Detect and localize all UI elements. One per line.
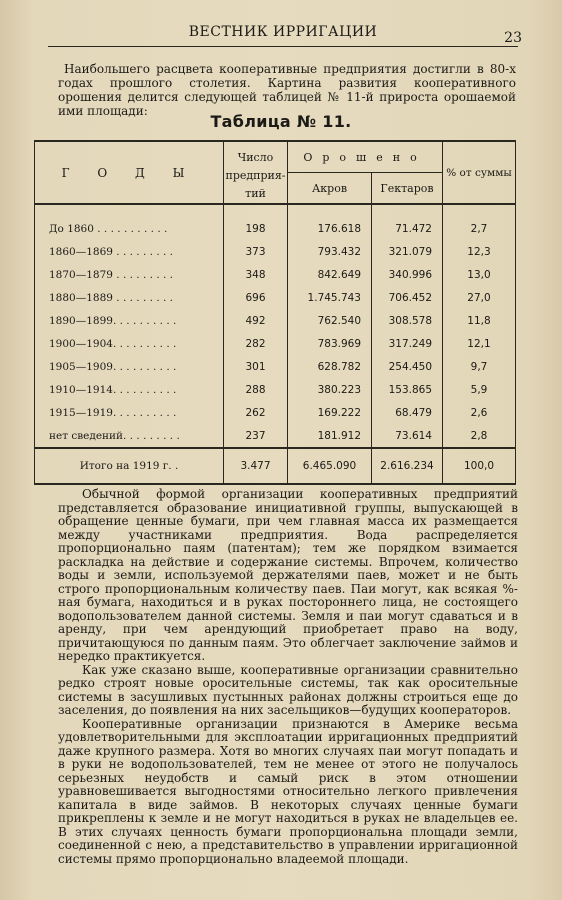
cell-percent: 11,8 <box>443 309 516 332</box>
cell-count: 282 <box>224 332 288 355</box>
cell-count: 696 <box>224 286 288 309</box>
body-paragraph-1: Обычной формой организации кооперативных предприятий представляется образование инициативной группы, выпускающей в обращение ценные бумаги, при чем главная масса их размещается между участниками предприятия. Вода распределяется пропорционально паям (патентам); тем же порядком взимается раскладка на действие и содержание системы. Впрочем, количество воды и земли, используемой держателями паев, может и не быть строго пропорциональным количеству паев. Паи могут, как всякая %-ная бумага, находиться и в руках постороннего лица, не состоящего водопользователем данной системы. Земля и паи могут сдаваться и в аренду, при чем арендующий приобретает право на воду, причитающуюся по данным паям. Это облегчает заключение займов и нередко практикуется. <box>58 487 518 663</box>
table-row <box>35 424 516 448</box>
header-hectares: Гектаров <box>372 173 443 205</box>
body-paragraph-3: Кооперативные организации признаются в Америке весьма удовлетворительными для эксплоатации ирригационных предприятий даже крупного размера. Хотя во многих случаях паи могут попадать и в руки не водопользователей, тем не менее от этого не получалось серьезных неудобств и самый риск в этом отношении уравновешивается выгодностями относительно легкого привлечения капитала в виде займов. В некоторых случаях ценные бумаги прикреплены к земле и не могут находиться в руках не владельцев ее. В этих случаях ценность бумаги пропорциональна площади земли, соединенной с нею, а представительство в управлении ирригационной системы прямо пропорционально владеемой площади. <box>58 716 518 866</box>
table-row <box>35 401 516 424</box>
cell-acres: 380.223 <box>288 378 372 401</box>
cell-period: 1860—1869 . . . . . . . . . <box>49 245 174 258</box>
header-count: Число предприя- тий <box>224 141 288 204</box>
cell-percent: 9,7 <box>443 355 516 378</box>
cell-acres: 181.912 <box>288 424 372 448</box>
cell-acres: 793.432 <box>288 240 372 263</box>
cell-hectares: 321.079 <box>372 240 443 263</box>
table-title: Таблица № 11. <box>210 112 352 131</box>
cell-hectares: 73.614 <box>372 424 443 448</box>
cell-hectares: 340.996 <box>372 263 443 286</box>
cell-count: 198 <box>224 204 288 240</box>
cell-acres: 762.540 <box>288 309 372 332</box>
total-acres: 6.465.090 <box>288 448 372 484</box>
cell-period: нет сведений. . . . . . . . . <box>49 429 180 442</box>
cell-hectares: 68.479 <box>372 401 443 424</box>
cell-period: 1910—1914. . . . . . . . . . <box>49 383 177 396</box>
cell-count: 373 <box>224 240 288 263</box>
total-count: 3.477 <box>224 448 288 484</box>
cell-count: 262 <box>224 401 288 424</box>
cell-hectares: 254.450 <box>372 355 443 378</box>
table-row <box>35 286 516 309</box>
cell-period: 1900—1904. . . . . . . . . . <box>49 337 177 350</box>
header-irrigated: Орошено <box>288 141 443 173</box>
total-label: Итого на 1919 г. . <box>35 448 224 484</box>
cell-hectares: 71.472 <box>372 204 443 240</box>
page-header <box>48 22 522 47</box>
table-row <box>35 204 516 240</box>
header-percent: % от суммы <box>443 141 516 204</box>
total-percent: 100,0 <box>443 448 516 484</box>
cell-acres: 176.618 <box>288 204 372 240</box>
cell-percent: 5,9 <box>443 378 516 401</box>
table-row <box>35 263 516 286</box>
cell-count: 237 <box>224 424 288 448</box>
cell-percent: 2,7 <box>443 204 516 240</box>
cell-period: 1870—1879 . . . . . . . . . <box>49 268 174 281</box>
total-hectares: 2.616.234 <box>372 448 443 484</box>
cell-period: 1880—1889 . . . . . . . . . <box>49 291 174 304</box>
table-row <box>35 332 516 355</box>
header-acres: Акров <box>288 173 372 205</box>
table-row <box>35 355 516 378</box>
cell-period: 1905—1909. . . . . . . . . . <box>49 360 177 373</box>
intro-paragraph: Наибольшего расцвета кооперативные предприятия достигли в 80-х годах прошлого столетия. Картина развития кооперативного орошения делится следующей таблицей № 11-й прироста орошаемой ими площади: <box>58 62 516 118</box>
cell-period: 1915—1919. . . . . . . . . . <box>49 406 177 419</box>
table-total-row <box>35 448 516 484</box>
cell-hectares: 153.865 <box>372 378 443 401</box>
irrigation-growth-table <box>34 140 516 485</box>
cell-count: 348 <box>224 263 288 286</box>
cell-percent: 12,1 <box>443 332 516 355</box>
cell-percent: 2,6 <box>443 401 516 424</box>
cell-count: 301 <box>224 355 288 378</box>
table-row <box>35 309 516 332</box>
cell-hectares: 317.249 <box>372 332 443 355</box>
table-row <box>35 378 516 401</box>
cell-percent: 12,3 <box>443 240 516 263</box>
header-years: Г О Д Ы <box>35 141 224 204</box>
cell-acres: 628.782 <box>288 355 372 378</box>
cell-period: До 1860 . . . . . . . . . . . <box>49 222 168 235</box>
cell-percent: 2,8 <box>443 424 516 448</box>
cell-acres: 169.222 <box>288 401 372 424</box>
cell-count: 288 <box>224 378 288 401</box>
body-text <box>58 488 518 866</box>
table-body <box>35 204 516 484</box>
cell-hectares: 706.452 <box>372 286 443 309</box>
cell-count: 492 <box>224 309 288 332</box>
cell-period: 1890—1899. . . . . . . . . . <box>49 314 177 327</box>
table-row <box>35 240 516 263</box>
cell-acres: 783.969 <box>288 332 372 355</box>
cell-acres: 1.745.743 <box>288 286 372 309</box>
page-number: 23 <box>504 30 522 46</box>
cell-percent: 27,0 <box>443 286 516 309</box>
cell-hectares: 308.578 <box>372 309 443 332</box>
cell-percent: 13,0 <box>443 263 516 286</box>
running-head: ВЕСТНИК ИРРИГАЦИИ <box>188 24 378 40</box>
body-paragraph-2: Как уже сказано выше, кооперативные организации сравнительно редко строят новые оросительные системы, так как оросительные системы в засушливых пустынных районах должны строиться еще до заселения, до появления на них засельщиков—будущих кооператоров. <box>58 662 518 717</box>
cell-acres: 842.649 <box>288 263 372 286</box>
